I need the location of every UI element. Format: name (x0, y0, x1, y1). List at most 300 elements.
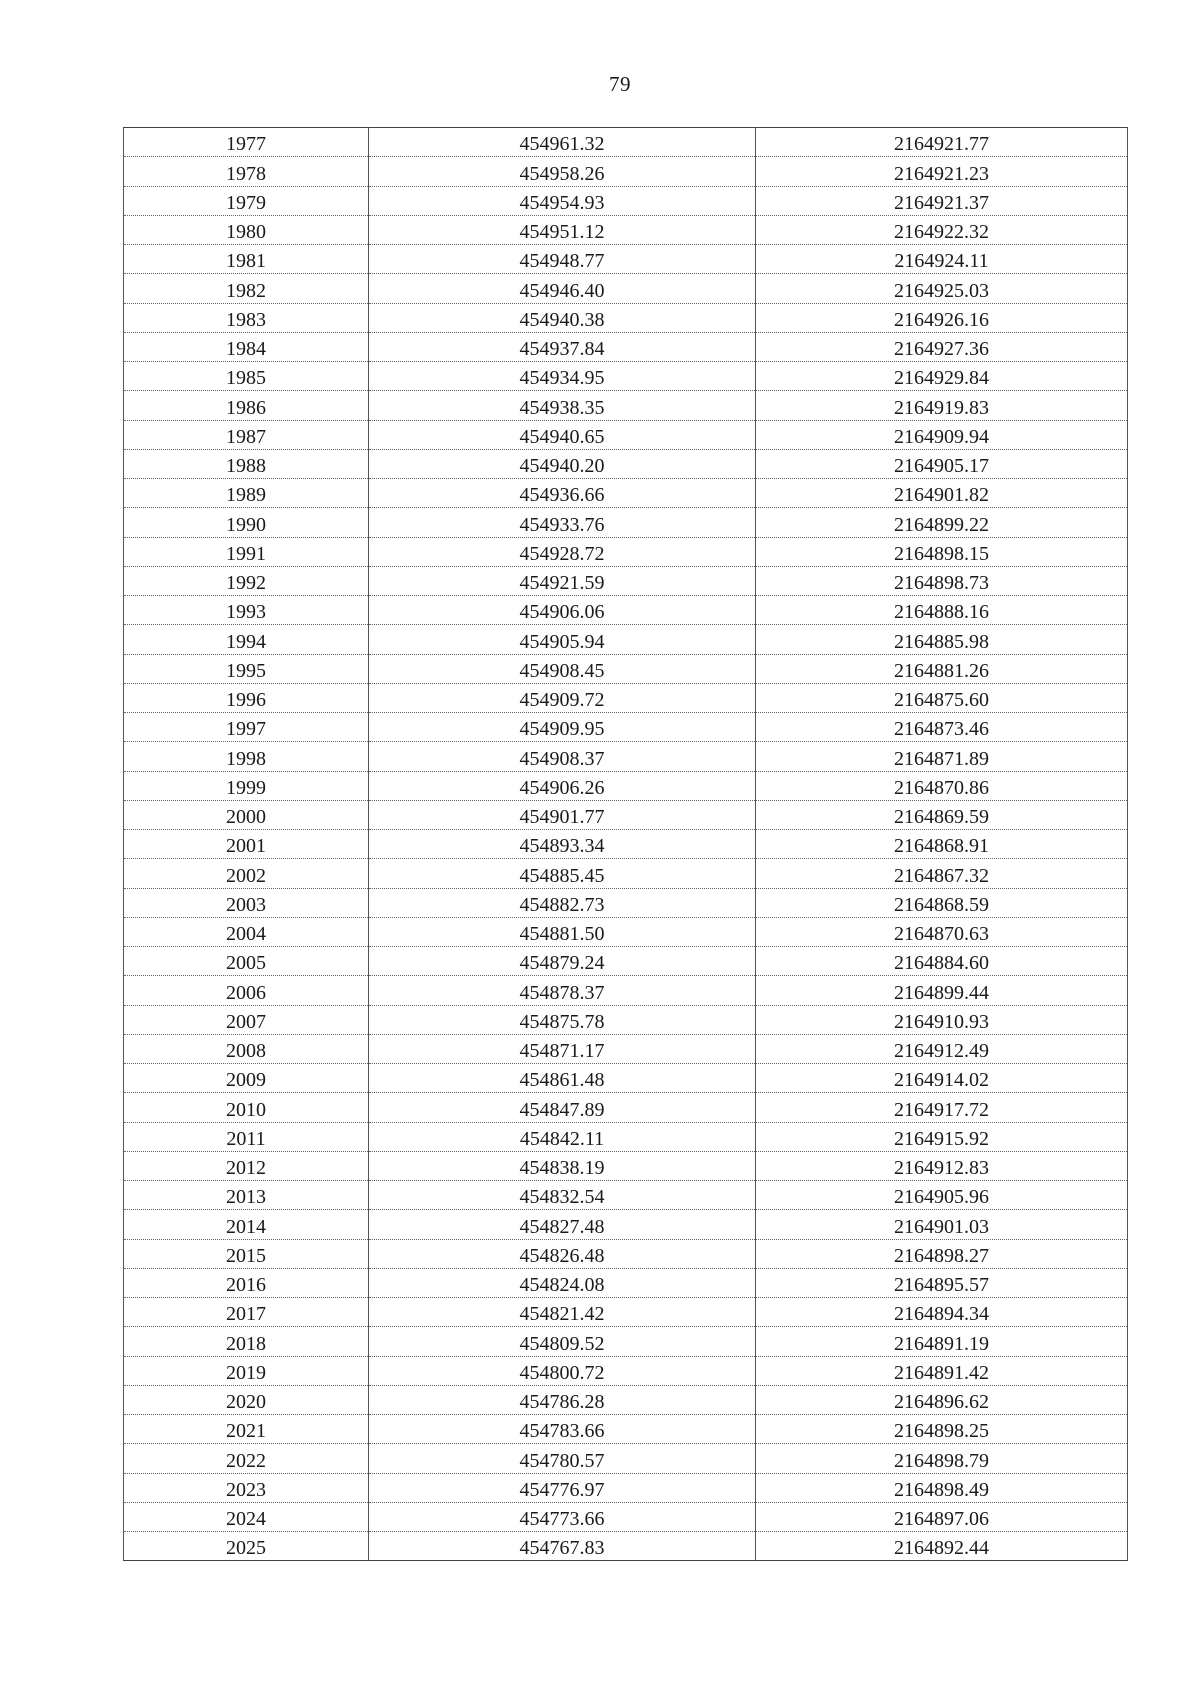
cell-text: 2022 (226, 1449, 266, 1472)
cell-text: 2003 (226, 893, 266, 916)
cell-text: 454906.06 (519, 601, 605, 624)
table-row (124, 625, 1128, 654)
y-coordinate-cell (756, 1093, 1128, 1122)
cell-text: 2164921.23 (894, 162, 989, 185)
cell-text: 2013 (226, 1186, 266, 1209)
x-coordinate-cell (369, 391, 756, 420)
cell-text: 2024 (226, 1508, 266, 1530)
point-number-cell (124, 449, 369, 478)
cell-text: 2164925.03 (894, 279, 989, 302)
point-number-cell (124, 332, 369, 361)
cell-text: 2164910.93 (894, 1010, 989, 1033)
cell-text: 2019 (226, 1361, 266, 1384)
y-coordinate-cell (756, 362, 1128, 391)
cell-text: 1997 (226, 718, 266, 741)
y-coordinate-cell (756, 303, 1128, 332)
x-coordinate-cell (369, 449, 756, 478)
point-number-cell (124, 859, 369, 888)
x-coordinate-cell (369, 888, 756, 917)
table-row (124, 1181, 1128, 1210)
cell-text: 2164924.11 (894, 250, 989, 273)
cell-text: 2004 (226, 923, 266, 945)
cell-text: 454871.17 (519, 1040, 605, 1062)
point-number-cell (124, 420, 369, 449)
x-coordinate-cell (369, 654, 756, 683)
cell-text: 2164885.98 (894, 630, 989, 653)
point-number-cell (124, 1473, 369, 1502)
cell-text: 2164871.89 (894, 747, 989, 770)
cell-text: 1991 (226, 542, 266, 565)
x-coordinate-cell (369, 1151, 756, 1180)
y-coordinate-cell (756, 917, 1128, 946)
point-number-cell (124, 508, 369, 537)
point-number-cell (124, 245, 369, 274)
y-coordinate-cell (756, 1151, 1128, 1180)
cell-text: 2012 (226, 1157, 266, 1179)
cell-text: 454940.38 (519, 308, 605, 331)
cell-text: 1995 (226, 659, 266, 682)
cell-text: 2164891.19 (894, 1332, 989, 1355)
cell-text: 2164898.15 (894, 542, 989, 565)
table-row (124, 332, 1128, 361)
x-coordinate-cell (369, 274, 756, 303)
cell-text: 454842.11 (519, 1127, 605, 1150)
table-row (124, 859, 1128, 888)
y-coordinate-cell (756, 683, 1128, 712)
cell-text: 454882.73 (519, 893, 605, 916)
table-row (124, 1298, 1128, 1327)
cell-text: 454783.66 (519, 1420, 605, 1443)
cell-text: 2164898.49 (894, 1478, 989, 1501)
cell-text: 2164898.27 (894, 1244, 989, 1267)
y-coordinate-cell (756, 1122, 1128, 1151)
x-coordinate-cell (369, 1181, 756, 1210)
cell-text: 2005 (226, 952, 266, 975)
y-coordinate-cell (756, 245, 1128, 274)
point-number-cell (124, 215, 369, 244)
y-coordinate-cell (756, 215, 1128, 244)
cell-text: 454946.40 (519, 279, 605, 302)
table-row (124, 391, 1128, 420)
cell-text: 1992 (226, 572, 266, 594)
y-coordinate-cell (756, 1239, 1128, 1268)
cell-text: 454800.72 (519, 1361, 605, 1384)
table-row (124, 1239, 1128, 1268)
cell-text: 2164901.82 (894, 484, 989, 507)
cell-text: 2164881.26 (894, 659, 989, 682)
table-row (124, 274, 1128, 303)
cell-text: 2002 (226, 864, 266, 887)
y-coordinate-cell (756, 479, 1128, 508)
coordinate-table-body (124, 128, 1128, 1561)
x-coordinate-cell (369, 683, 756, 712)
cell-text: 454861.48 (519, 1069, 605, 1092)
point-number-cell (124, 1064, 369, 1093)
cell-text: 2001 (226, 835, 266, 858)
cell-text: 1987 (226, 425, 266, 448)
y-coordinate-cell (756, 596, 1128, 625)
cell-text: 454767.83 (519, 1537, 605, 1560)
point-number-cell (124, 771, 369, 800)
x-coordinate-cell (369, 1064, 756, 1093)
y-coordinate-cell (756, 128, 1128, 157)
cell-text: 2164897.06 (894, 1508, 989, 1530)
y-coordinate-cell (756, 1298, 1128, 1327)
cell-text: 454826.48 (519, 1244, 605, 1267)
cell-text: 2164915.92 (894, 1127, 989, 1150)
x-coordinate-cell (369, 157, 756, 186)
x-coordinate-cell (369, 859, 756, 888)
cell-text: 2018 (226, 1332, 266, 1355)
table-row (124, 128, 1128, 157)
cell-text: 454921.59 (519, 572, 605, 594)
cell-text: 2010 (226, 1098, 266, 1121)
table-row (124, 1151, 1128, 1180)
x-coordinate-cell (369, 625, 756, 654)
x-coordinate-cell (369, 596, 756, 625)
y-coordinate-cell (756, 976, 1128, 1005)
y-coordinate-cell (756, 625, 1128, 654)
y-coordinate-cell (756, 1064, 1128, 1093)
point-number-cell (124, 683, 369, 712)
table-row (124, 742, 1128, 771)
cell-text: 454847.89 (519, 1098, 605, 1121)
cell-text: 454875.78 (519, 1010, 605, 1033)
point-number-cell (124, 1210, 369, 1239)
cell-text: 2025 (226, 1537, 266, 1560)
table-row (124, 596, 1128, 625)
table-row (124, 362, 1128, 391)
y-coordinate-cell (756, 508, 1128, 537)
cell-text: 2164896.62 (894, 1391, 989, 1413)
table-row (124, 1444, 1128, 1473)
cell-text: 454776.97 (519, 1478, 605, 1501)
y-coordinate-cell (756, 1327, 1128, 1356)
table-row (124, 537, 1128, 566)
table-row (124, 303, 1128, 332)
coordinate-table (123, 127, 1128, 1561)
cell-text: 454780.57 (519, 1449, 605, 1472)
x-coordinate-cell (369, 1210, 756, 1239)
cell-text: 2014 (226, 1215, 266, 1238)
cell-text: 454878.37 (519, 981, 605, 1004)
cell-text: 454838.19 (519, 1157, 605, 1179)
table-row (124, 976, 1128, 1005)
cell-text: 454905.94 (519, 630, 605, 653)
point-number-cell (124, 1239, 369, 1268)
y-coordinate-cell (756, 420, 1128, 449)
point-number-cell (124, 1502, 369, 1531)
table-row (124, 800, 1128, 829)
cell-text: 2164873.46 (894, 718, 989, 741)
x-coordinate-cell (369, 800, 756, 829)
point-number-cell (124, 274, 369, 303)
cell-text: 2164895.57 (894, 1274, 989, 1296)
table-row (124, 215, 1128, 244)
x-coordinate-cell (369, 1239, 756, 1268)
point-number-cell (124, 186, 369, 215)
cell-text: 454958.26 (519, 162, 605, 185)
cell-text: 1986 (226, 396, 266, 419)
x-coordinate-cell (369, 566, 756, 595)
cell-text: 2008 (226, 1040, 266, 1062)
cell-text: 2164888.16 (894, 601, 989, 624)
table-row (124, 1034, 1128, 1063)
cell-text: 454937.84 (519, 338, 605, 360)
coordinate-table-container (123, 127, 1127, 1561)
y-coordinate-cell (756, 1005, 1128, 1034)
x-coordinate-cell (369, 537, 756, 566)
x-coordinate-cell (369, 479, 756, 508)
cell-text: 2009 (226, 1069, 266, 1092)
cell-text: 1994 (226, 630, 266, 653)
point-number-cell (124, 947, 369, 976)
cell-text: 2017 (226, 1303, 266, 1326)
cell-text: 454961.32 (519, 133, 605, 156)
cell-text: 2164899.22 (894, 513, 989, 536)
cell-text: 454879.24 (519, 952, 605, 975)
cell-text: 2164912.49 (894, 1040, 989, 1062)
table-row (124, 479, 1128, 508)
cell-text: 1998 (226, 747, 266, 770)
point-number-cell (124, 1034, 369, 1063)
cell-text: 454933.76 (519, 513, 605, 536)
cell-text: 2164927.36 (894, 338, 989, 360)
cell-text: 1977 (226, 133, 266, 156)
cell-text: 1993 (226, 601, 266, 624)
y-coordinate-cell (756, 830, 1128, 859)
x-coordinate-cell (369, 1327, 756, 1356)
point-number-cell (124, 917, 369, 946)
cell-text: 1989 (226, 484, 266, 507)
table-row (124, 1356, 1128, 1385)
y-coordinate-cell (756, 742, 1128, 771)
x-coordinate-cell (369, 1385, 756, 1414)
cell-text: 2164884.60 (894, 952, 989, 975)
y-coordinate-cell (756, 1444, 1128, 1473)
cell-text: 2164914.02 (894, 1069, 989, 1092)
table-row (124, 1005, 1128, 1034)
point-number-cell (124, 742, 369, 771)
point-number-cell (124, 128, 369, 157)
x-coordinate-cell (369, 508, 756, 537)
cell-text: 454908.37 (519, 747, 605, 770)
cell-text: 1990 (226, 513, 266, 536)
table-row (124, 683, 1128, 712)
table-row (124, 1122, 1128, 1151)
cell-text: 2164892.44 (894, 1537, 989, 1560)
cell-text: 2164867.32 (894, 864, 989, 887)
cell-text: 2164905.96 (894, 1186, 989, 1209)
cell-text: 2164922.32 (894, 221, 989, 243)
cell-text: 454832.54 (519, 1186, 605, 1209)
x-coordinate-cell (369, 1093, 756, 1122)
y-coordinate-cell (756, 274, 1128, 303)
point-number-cell (124, 713, 369, 742)
table-row (124, 830, 1128, 859)
y-coordinate-cell (756, 947, 1128, 976)
cell-text: 1979 (226, 191, 266, 214)
cell-text: 454773.66 (519, 1508, 605, 1530)
cell-text: 2164898.25 (894, 1420, 989, 1443)
cell-text: 1985 (226, 367, 266, 390)
point-number-cell (124, 1385, 369, 1414)
cell-text: 1984 (226, 338, 266, 360)
point-number-cell (124, 1093, 369, 1122)
point-number-cell (124, 157, 369, 186)
cell-text: 454948.77 (519, 250, 605, 273)
cell-text: 1988 (226, 455, 266, 477)
cell-text: 454885.45 (519, 864, 605, 887)
cell-text: 454824.08 (519, 1274, 605, 1296)
cell-text: 454786.28 (519, 1391, 605, 1413)
y-coordinate-cell (756, 1268, 1128, 1297)
x-coordinate-cell (369, 713, 756, 742)
cell-text: 454954.93 (519, 191, 605, 214)
cell-text: 2164899.44 (894, 981, 989, 1004)
x-coordinate-cell (369, 1473, 756, 1502)
point-number-cell (124, 976, 369, 1005)
cell-text: 454908.45 (519, 659, 605, 682)
table-row (124, 1210, 1128, 1239)
cell-text: 454821.42 (519, 1303, 605, 1326)
x-coordinate-cell (369, 215, 756, 244)
cell-text: 454881.50 (519, 923, 605, 945)
point-number-cell (124, 391, 369, 420)
cell-text: 1980 (226, 221, 266, 243)
cell-text: 2023 (226, 1478, 266, 1501)
x-coordinate-cell (369, 1122, 756, 1151)
table-row (124, 1327, 1128, 1356)
cell-text: 454951.12 (519, 221, 605, 243)
table-row (124, 1532, 1128, 1561)
cell-text: 2164898.79 (894, 1449, 989, 1472)
cell-text: 2164901.03 (894, 1215, 989, 1238)
x-coordinate-cell (369, 917, 756, 946)
cell-text: 2164869.59 (894, 806, 989, 828)
table-row (124, 1385, 1128, 1414)
x-coordinate-cell (369, 1356, 756, 1385)
point-number-cell (124, 1122, 369, 1151)
point-number-cell (124, 1005, 369, 1034)
point-number-cell (124, 1181, 369, 1210)
x-coordinate-cell (369, 1034, 756, 1063)
y-coordinate-cell (756, 1502, 1128, 1531)
table-row (124, 566, 1128, 595)
x-coordinate-cell (369, 1532, 756, 1561)
point-number-cell (124, 537, 369, 566)
cell-text: 2164921.37 (894, 191, 989, 214)
y-coordinate-cell (756, 1385, 1128, 1414)
cell-text: 2007 (226, 1010, 266, 1033)
y-coordinate-cell (756, 713, 1128, 742)
cell-text: 454909.72 (519, 689, 605, 711)
y-coordinate-cell (756, 1210, 1128, 1239)
point-number-cell (124, 1444, 369, 1473)
cell-text: 1978 (226, 162, 266, 185)
table-row (124, 771, 1128, 800)
cell-text: 454940.65 (519, 425, 605, 448)
x-coordinate-cell (369, 1502, 756, 1531)
cell-text: 2164898.73 (894, 572, 989, 594)
table-row (124, 654, 1128, 683)
x-coordinate-cell (369, 303, 756, 332)
table-row (124, 713, 1128, 742)
point-number-cell (124, 1298, 369, 1327)
x-coordinate-cell (369, 245, 756, 274)
table-row (124, 888, 1128, 917)
x-coordinate-cell (369, 332, 756, 361)
cell-text: 2015 (226, 1244, 266, 1267)
point-number-cell (124, 1356, 369, 1385)
table-row (124, 917, 1128, 946)
y-coordinate-cell (756, 1532, 1128, 1561)
x-coordinate-cell (369, 742, 756, 771)
x-coordinate-cell (369, 1298, 756, 1327)
cell-text: 1999 (226, 776, 266, 799)
cell-text: 2164870.86 (894, 776, 989, 799)
table-row (124, 157, 1128, 186)
x-coordinate-cell (369, 1415, 756, 1444)
y-coordinate-cell (756, 449, 1128, 478)
cell-text: 2164870.63 (894, 923, 989, 945)
y-coordinate-cell (756, 1473, 1128, 1502)
point-number-cell (124, 479, 369, 508)
cell-text: 2164929.84 (894, 367, 989, 390)
point-number-cell (124, 1532, 369, 1561)
x-coordinate-cell (369, 947, 756, 976)
table-row (124, 508, 1128, 537)
point-number-cell (124, 303, 369, 332)
cell-text: 454934.95 (519, 367, 605, 390)
cell-text: 2164912.83 (894, 1157, 989, 1179)
x-coordinate-cell (369, 976, 756, 1005)
cell-text: 1996 (226, 689, 266, 711)
point-number-cell (124, 625, 369, 654)
table-row (124, 420, 1128, 449)
cell-text: 454901.77 (519, 806, 605, 828)
cell-text: 454940.20 (519, 455, 605, 477)
cell-text: 454906.26 (519, 776, 605, 799)
point-number-cell (124, 830, 369, 859)
point-number-cell (124, 888, 369, 917)
cell-text: 1982 (226, 279, 266, 302)
cell-text: 2164926.16 (894, 308, 989, 331)
y-coordinate-cell (756, 332, 1128, 361)
cell-text: 2164919.83 (894, 396, 989, 419)
cell-text: 454809.52 (519, 1332, 605, 1355)
y-coordinate-cell (756, 186, 1128, 215)
cell-text: 1981 (226, 250, 266, 273)
x-coordinate-cell (369, 420, 756, 449)
y-coordinate-cell (756, 1356, 1128, 1385)
point-number-cell (124, 362, 369, 391)
table-row (124, 1268, 1128, 1297)
x-coordinate-cell (369, 128, 756, 157)
x-coordinate-cell (369, 186, 756, 215)
table-row (124, 186, 1128, 215)
cell-text: 454928.72 (519, 542, 605, 565)
cell-text: 2164868.59 (894, 893, 989, 916)
cell-text: 2164909.94 (894, 425, 989, 448)
cell-text: 2011 (226, 1127, 266, 1150)
cell-text: 2000 (226, 806, 266, 828)
cell-text: 454827.48 (519, 1215, 605, 1238)
y-coordinate-cell (756, 1181, 1128, 1210)
cell-text: 454936.66 (519, 484, 605, 507)
cell-text: 2164894.34 (894, 1303, 989, 1326)
cell-text: 2016 (226, 1274, 266, 1296)
